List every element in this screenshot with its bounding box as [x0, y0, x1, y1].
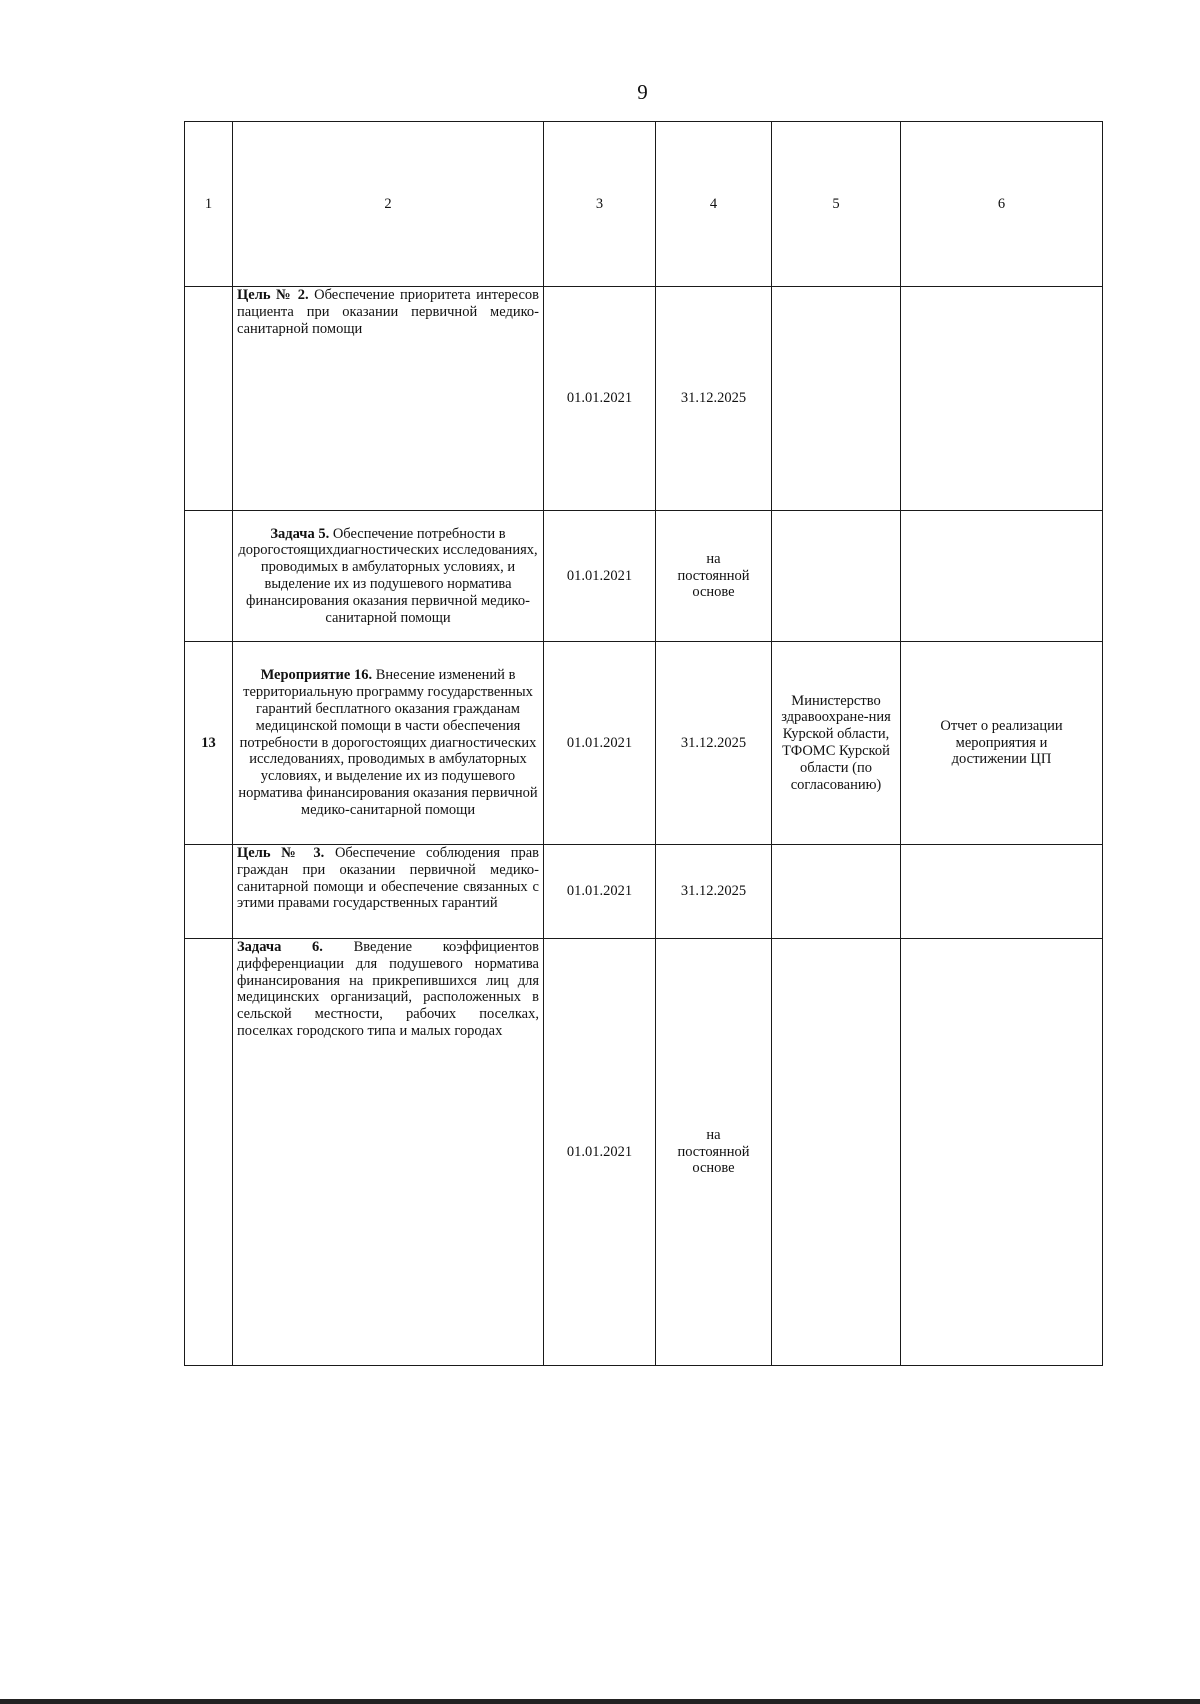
row-responsible — [772, 845, 901, 939]
row-label-text: Обеспечение соблюдения прав граждан при оказании первичной медико-санитарной помощи и обеспечение связанных с этими правами государственных гарантий — [237, 845, 539, 912]
row-number — [185, 845, 233, 939]
row-label-text: Внесение изменений в территориальную программу государственных гарантий бесплатного оказания гражданам медицинской помощи в части обеспечения потребности в дорогостоящих диагностических исследованиях, проводимых в амбулаторных условиях, и выделение их из подушевого норматива финансирования оказания первичной медико-санитарной помощи — [238, 667, 538, 818]
row-start-date: 01.01.2021 — [544, 845, 656, 939]
header-cell-2: 2 — [233, 122, 544, 287]
row-end-date: на постоянной основе — [656, 939, 772, 1366]
row-responsible — [772, 511, 901, 642]
row-label-bold: Задача 5. — [270, 525, 330, 542]
row-label-text: Обеспечение потребности в дорогостоящихдиагностических исследованиях, проводимых в амбулаторных условиях, и выделение их из подушевого норматива финансирования оказания первичной медико-санитарной помощи — [238, 525, 538, 626]
header-cell-3: 3 — [544, 122, 656, 287]
row-description — [233, 642, 544, 845]
row-result — [901, 511, 1103, 642]
row-label-text: Введение коэффициентов дифференциации для подушевого норматива финансирования на прикрепившихся лиц для медицинских организаций, расположенных в сельской местности, рабочих поселках, поселках городского типа и малых городах — [237, 939, 539, 1039]
row-responsible: Министерство здравоохране-ния Курской области, ТФОМС Курской области (по согласованию) — [772, 642, 901, 845]
row-number: 13 — [185, 642, 233, 845]
row-label-bold: Цель № 2. — [237, 287, 309, 303]
row-start-date: 01.01.2021 — [544, 939, 656, 1366]
row-number — [185, 939, 233, 1366]
row-number — [185, 511, 233, 642]
header-cell-6: 6 — [901, 122, 1103, 287]
table-row-task-5 — [185, 511, 1103, 642]
row-result — [901, 845, 1103, 939]
header-cell-5: 5 — [772, 122, 901, 287]
table-row-activity-16 — [185, 642, 1103, 845]
row-label-bold: Цель № 3. — [237, 845, 325, 861]
header-cell-1: 1 — [185, 122, 233, 287]
page-number: 9 — [637, 80, 648, 104]
row-description — [233, 939, 544, 1366]
row-label-text: Обеспечение приоритета интересов пациента при оказании первичной медико-санитарной помощи — [237, 287, 539, 337]
plan-table — [184, 121, 1103, 1366]
row-start-date: 01.01.2021 — [544, 642, 656, 845]
row-end-date: 31.12.2025 — [656, 845, 772, 939]
row-number — [185, 287, 233, 511]
row-description — [233, 845, 544, 939]
row-start-date: 01.01.2021 — [544, 511, 656, 642]
row-result — [901, 939, 1103, 1366]
header-cell-4: 4 — [656, 122, 772, 287]
row-description — [233, 511, 544, 642]
row-responsible — [772, 287, 901, 511]
row-result — [901, 287, 1103, 511]
row-start-date: 01.01.2021 — [544, 287, 656, 511]
row-end-date: 31.12.2025 — [656, 287, 772, 511]
table-row-goal-2 — [185, 287, 1103, 511]
row-end-date: 31.12.2025 — [656, 642, 772, 845]
row-result: Отчет о реализации мероприятия и достижении ЦП — [901, 642, 1103, 845]
table-row-task-6 — [185, 939, 1103, 1366]
row-end-date: на постоянной основе — [656, 511, 772, 642]
page-bottom-edge — [0, 1699, 1200, 1704]
row-label-bold: Задача 6. — [237, 939, 323, 955]
table-header-row — [185, 122, 1103, 287]
row-label-bold: Мероприятие 16. — [260, 667, 373, 684]
table-row-goal-3 — [185, 845, 1103, 939]
row-responsible — [772, 939, 901, 1366]
row-description — [233, 287, 544, 511]
